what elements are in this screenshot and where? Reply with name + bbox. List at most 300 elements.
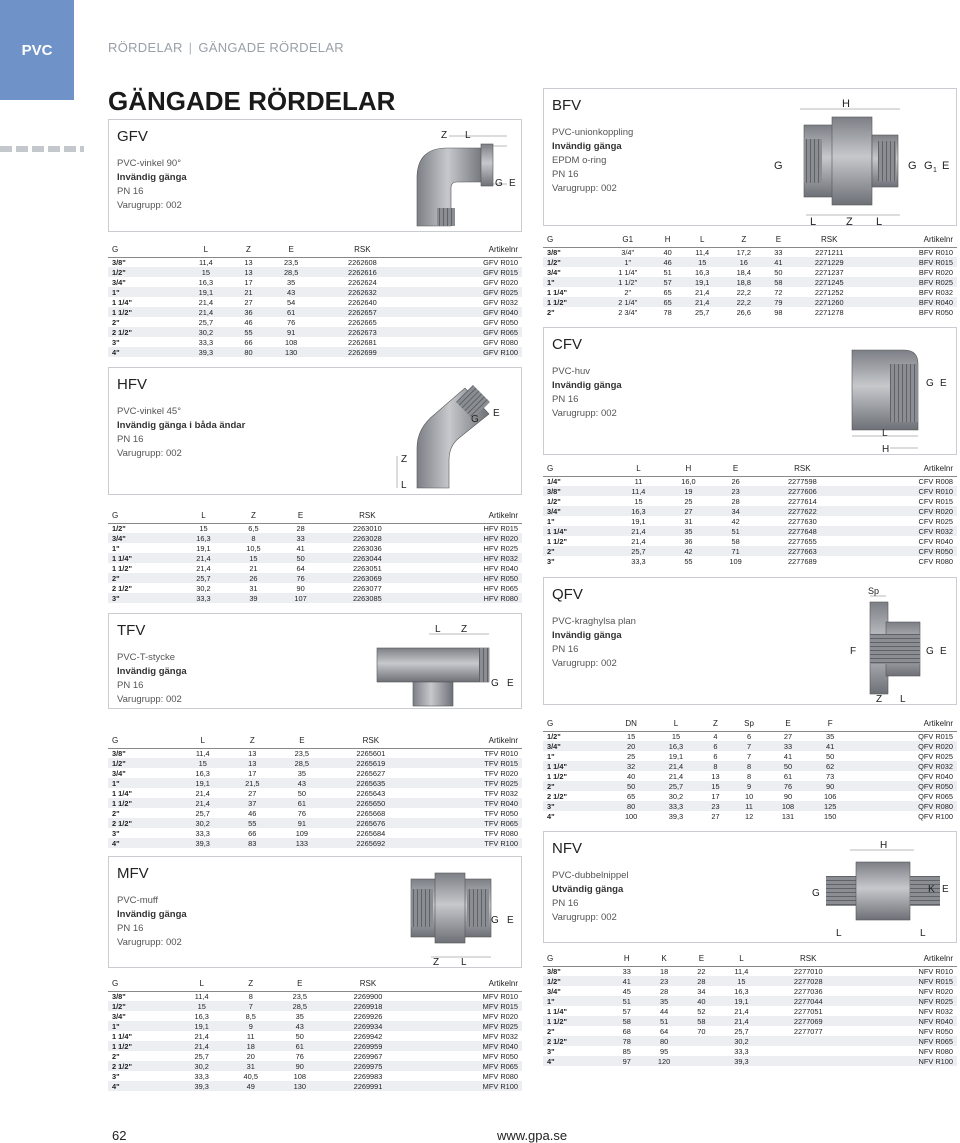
table-cell: 16,3 [198,277,214,287]
hfv-title: HFV [117,376,147,393]
table-cell [765,1036,851,1046]
table-cell: 3/4" [547,267,561,277]
table-cell: BFV R050 [918,307,953,317]
table-cell: 25,7 [195,808,210,818]
tfv-table [108,733,522,848]
dim-e: E [507,915,514,926]
mfv-table [108,976,522,1091]
table-cell: 1" [547,751,555,761]
table-cell: 4" [543,1056,611,1066]
table-cell: 13 [244,257,253,267]
table-cell: GFV R015 [408,267,522,277]
table-cell: 19 [663,486,713,496]
table-cell: 80 [643,1036,686,1046]
table-cell: 57 [622,1006,631,1016]
table-cell: 1/2" [547,731,561,741]
table-row [543,976,957,986]
qfv-description [552,586,636,671]
gfv-table [108,242,522,357]
table-row [543,801,957,811]
table-cell: 12 [744,811,754,821]
table-cell: 2265692 [327,838,415,848]
table-row [108,327,522,337]
table-cell [765,1046,851,1056]
table-cell: 1 1/2" [543,297,602,307]
dim-f: F [850,646,857,657]
col-f: F [809,716,851,731]
table-cell: HFV R040 [483,563,518,573]
table-row [543,731,957,741]
table-row [543,516,957,526]
table-row [543,297,957,307]
table-cell: 16,3 [652,741,699,751]
table-cell: 3/8" [547,247,561,257]
nfv-thread: Utvändig gänga [552,884,624,895]
table-cell: 30,2 [196,583,211,593]
table-cell: 39,3 [177,1081,226,1091]
table-cell: 1/2" [543,976,611,986]
table-cell: 73 [826,771,835,781]
tfv-type: PVC-T-stycke [117,652,176,663]
table-cell: 21,5 [228,778,278,788]
table-cell: 1 1/4" [547,1006,567,1016]
table-cell: BFV R010 [918,247,953,257]
table-cell: 10 [744,791,754,801]
table-cell: 19,1 [180,287,231,297]
table-cell: 2262632 [317,287,408,297]
col-artikelnr: Artikelnr [847,461,957,476]
table-cell: 3" [108,593,179,603]
dim-g1-subscript: 1 [933,167,937,174]
table-cell: 2263010 [352,523,382,533]
qfv-title: QFV [552,586,583,603]
col-l: L [180,242,231,257]
table-cell: 1 1/2" [108,1041,177,1051]
table-cell: 17,2 [736,247,751,257]
table-cell: 15 [228,553,278,563]
table-cell: CFV R008 [918,476,953,486]
table-cell: 21,4 [652,761,699,771]
table-cell: 1/2" [543,257,602,267]
table-cell: 17 [711,791,720,801]
dim-k: K [928,884,935,895]
table-cell: 2277606 [758,486,847,496]
table-cell: 35 [826,731,835,741]
table-header-row [108,733,522,748]
table-cell: 8,5 [245,1011,256,1021]
table-cell: 51 [663,267,672,277]
table-cell: 2277069 [765,1016,851,1026]
table-cell: 18 [659,966,669,976]
table-cell: 1/2" [108,758,178,768]
table-cell: 76 [297,808,306,818]
table-cell: 2265635 [327,778,415,788]
table-cell: NFV R100 [851,1056,957,1066]
table-cell: 19,1 [178,778,228,788]
table-row [108,1001,522,1011]
table-cell: 65 [654,297,682,307]
table-cell: 44 [659,1006,669,1016]
table-row [108,838,522,848]
col-sp: Sp [731,716,767,731]
col-rsk: RSK [792,232,866,247]
tfv-description [117,622,187,707]
col-e: E [765,232,793,247]
table-row [108,748,522,758]
table-cell: 83 [228,838,278,848]
table-header-row [108,508,522,523]
qfv-group: Varugrupp: 002 [552,658,617,669]
table-cell: 1" [543,277,602,287]
table-cell: 2" [547,307,555,317]
table-cell: 79 [765,297,793,307]
table-cell: 80 [610,801,652,811]
table-cell: MFV R020 [482,1011,518,1021]
table-cell: 25,7 [614,546,664,556]
table-cell: 58 [611,1016,643,1026]
breadcrumb-separator: | [188,40,193,55]
dim-l: L [836,928,842,939]
table-cell: 15 [626,731,636,741]
table-row [543,771,957,781]
table-cell: 16 [723,257,765,267]
table-cell: 41 [783,751,793,761]
table-cell: 65 [626,791,636,801]
table-cell: TFV R080 [484,828,518,838]
table-row [543,751,957,761]
table-cell: 1 1/4" [112,1031,132,1041]
table-cell: 107 [278,593,322,603]
table-cell: TFV R100 [415,838,522,848]
table-row [108,1061,522,1071]
cfv-group: Varugrupp: 002 [552,408,617,419]
table-cell: 2263085 [323,593,412,603]
qfv-pressure: PN 16 [552,644,579,655]
table-cell: 18,4 [736,267,751,277]
table-cell: 1 1/4" [112,297,132,307]
table-cell: HFV R050 [412,573,522,583]
table-cell: 2271278 [814,307,844,317]
table-cell: CFV R025 [918,516,953,526]
table-cell: 108 [767,801,809,811]
table-cell: 41 [765,257,793,267]
table-cell: 35 [643,996,686,1006]
table-cell: 1 1/4" [618,267,638,277]
table-row [108,768,522,778]
col-h: H [663,461,713,476]
table-cell: 16,3 [194,1011,209,1021]
table-cell: 58 [731,536,740,546]
table-cell: 23,5 [292,991,307,1001]
table-cell: CFV R032 [847,526,957,536]
col-g: G [543,951,611,966]
table-cell: TFV R032 [484,788,518,798]
table-cell: 2262665 [347,317,377,327]
table-cell: 4 [713,731,718,741]
table-cell: 50 [278,553,322,563]
table-cell: 61 [783,771,793,781]
table-cell: 3/4" [112,1011,126,1021]
table-cell: 2 1/2" [543,1036,611,1046]
table-row [543,476,957,486]
bfv-description [552,97,633,196]
table-cell: 15 [177,1001,226,1011]
table-cell: 2263051 [352,563,382,573]
table-cell: 106 [824,791,837,801]
table-cell: 23 [643,976,686,986]
table-cell: 16,3 [179,533,229,543]
table-cell: 109 [295,828,309,838]
table-cell: 1" [112,543,120,553]
col-g: G [108,733,178,748]
table-cell: NFV R050 [918,1026,953,1036]
table-row [108,347,522,357]
table-cell: 11,4 [734,966,749,976]
col-l: L [178,733,228,748]
table-cell: 2263077 [352,583,382,593]
table-cell: 13 [248,748,257,758]
table-cell: 25,7 [734,1026,749,1036]
table-row [108,317,522,327]
breadcrumb-item: RÖRDELAR [108,40,183,55]
table-cell: 2" [543,781,610,791]
table-cell: 4" [108,1081,177,1091]
table-cell: 19,1 [177,1021,226,1031]
table-cell: 2269967 [353,1051,383,1061]
table-cell: 13 [711,771,720,781]
hfv-group: Varugrupp: 002 [117,448,182,459]
col-z: Z [700,716,732,731]
nfv-type: PVC-dubbelnippel [552,870,629,881]
table-cell: GFV R025 [408,287,522,297]
table-cell: 50 [826,751,835,761]
nfv-nipple-drawing [810,836,956,942]
table-cell: 30,2 [668,791,684,801]
table-cell: 21,4 [198,297,214,307]
table-cell: 19,1 [717,996,765,1006]
table-cell: 32 [610,761,652,771]
table-cell: 2277044 [765,996,851,1006]
table-cell: 9 [226,1021,275,1031]
table-cell: 28 [659,986,669,996]
table-header-row [108,242,522,257]
col-artikelnr: Artikelnr [851,951,957,966]
gfv-type: PVC-vinkel 90° [117,158,181,169]
table-cell: 27 [663,506,713,516]
table-cell: CFV R080 [918,556,953,566]
table-row [108,523,522,533]
table-row [543,996,957,1006]
tfv-thread: Invändig gänga [117,666,187,677]
table-cell: 40,5 [243,1071,258,1081]
table-cell: 23,5 [283,257,299,267]
table-cell: TFV R050 [484,808,518,818]
dim-g: G [926,378,934,389]
table-row [108,257,522,267]
table-row [108,277,522,287]
table-cell: 39,3 [668,811,684,821]
table-cell: 21,4 [681,297,723,307]
table-cell: 39,3 [717,1056,765,1066]
table-cell: 3/8" [112,748,126,758]
table-cell: 62 [809,761,851,771]
table-cell: MFV R050 [482,1051,518,1061]
table-cell: 3" [112,337,120,347]
table-cell: 26,6 [736,307,751,317]
hfv-elbow-45-drawing [389,376,519,494]
dim-e: E [507,678,514,689]
table-cell: 2262657 [317,307,408,317]
table-cell: 36 [231,307,265,317]
dim-l: L [435,624,441,635]
table-cell: 55 [231,327,265,337]
table-cell: 28,5 [266,267,317,277]
table-cell: 2263028 [323,533,412,543]
table-cell: TFV R025 [415,778,522,788]
table-cell: 18,8 [723,277,765,287]
nfv-description [552,840,629,925]
bfv-group: Varugrupp: 002 [552,183,617,194]
table-cell: HFV R080 [412,593,522,603]
table-cell: 150 [824,811,837,821]
table-cell: 7 [747,751,752,761]
table-cell: 13 [231,267,265,277]
table-cell: 2 1/2" [547,791,567,801]
qfv-section [543,577,957,705]
table-cell: 16,0 [681,476,696,486]
table-row [108,1051,522,1061]
table-cell: MFV R080 [482,1071,518,1081]
table-cell: 2271252 [814,287,844,297]
table-cell: 25,7 [194,1051,209,1061]
col-z: Z [228,508,278,523]
dim-e: E [509,178,516,189]
dim-l: L [465,130,471,141]
table-row [108,583,522,593]
table-cell: 2277028 [765,976,851,986]
table-row [543,1006,957,1016]
col-rsk: RSK [758,461,847,476]
table-cell: 2277614 [787,496,817,506]
table-cell: 39 [228,593,278,603]
table-cell: 2262608 [347,257,377,267]
table-cell: 78 [611,1036,643,1046]
table-cell: 11,4 [194,991,209,1001]
dim-h: H [882,444,890,454]
table-cell: 1 1/2" [108,307,180,317]
table-cell: 46 [244,317,253,327]
table-cell: 11 [731,801,767,811]
col-rsk: RSK [324,976,411,991]
table-cell: TFV R020 [484,768,518,778]
table-cell: MFV R065 [412,1061,522,1071]
table-cell: 41 [809,741,851,751]
table-cell: 42 [663,546,713,556]
table-cell: 50 [610,781,652,791]
table-cell: 21 [249,563,258,573]
table-cell: 2265684 [356,828,386,838]
table-cell: NFV R032 [918,1006,953,1016]
table-cell: 2269934 [324,1021,411,1031]
table-cell: 19,1 [681,277,723,287]
table-cell: 1 1/2" [547,771,567,781]
hfv-pressure: PN 16 [117,434,144,445]
table-cell: 2 3/4" [618,307,638,317]
table-cell: 21,4 [195,788,210,798]
table-row [108,543,522,553]
col-rsk: RSK [765,951,851,966]
tfv-section [108,613,522,709]
tfv-pressure: PN 16 [117,680,144,691]
table-row [543,287,957,297]
table-cell: 21,4 [734,1006,749,1016]
table-row [108,267,522,277]
table-cell: MFV R025 [412,1021,522,1031]
table-cell: 33 [767,741,809,751]
gfv-group: Varugrupp: 002 [117,200,182,211]
table-row [543,506,957,516]
decorative-dashes [0,146,84,152]
table-cell: 30,2 [180,327,231,337]
table-cell: 15 [178,758,228,768]
table-cell: 21,4 [179,553,229,563]
cfv-title: CFV [552,336,582,353]
col-g: G [543,716,610,731]
col-rsk: RSK [317,242,408,257]
gfv-title: GFV [117,128,148,145]
col-z: Z [723,232,765,247]
dim-g-right: G [908,160,917,172]
table-row [543,496,957,506]
table-row [543,546,957,556]
table-cell: 22,2 [723,297,765,307]
dim-l: L [900,694,906,704]
dim-l-right: L [876,216,883,225]
table-cell: NFV R040 [851,1016,957,1026]
table-row [108,307,522,317]
table-cell: 100 [624,811,638,821]
col-g: G [108,508,179,523]
breadcrumb [108,40,344,55]
dim-z: Z [441,130,448,141]
table-cell: 57 [654,277,682,287]
table-cell: 2" [112,1051,120,1061]
table-cell: 51 [611,996,643,1006]
table-cell: 30,2 [178,818,228,828]
table-cell: 1" [108,778,178,788]
hfv-description [117,376,245,461]
table-cell [685,1046,717,1056]
table-row [108,788,522,798]
table-header-row [543,232,957,247]
table-cell: 17 [248,768,257,778]
table-cell: BFV R040 [866,297,957,307]
table-cell: QFV R100 [918,811,953,821]
table-cell: 2277036 [793,986,823,996]
table-cell: 43 [277,778,327,788]
table-cell: CFV R010 [847,486,957,496]
table-cell: 131 [781,811,795,821]
table-cell: HFV R015 [483,523,518,533]
table-cell: 33,3 [179,593,229,603]
table-cell: 2 1/2" [112,583,132,593]
table-cell: 27 [244,297,253,307]
table-cell: 2262681 [347,337,377,347]
table-cell: 91 [266,327,317,337]
table-cell: 8 [228,533,278,543]
col-e: E [278,508,322,523]
table-cell: 34 [713,506,757,516]
